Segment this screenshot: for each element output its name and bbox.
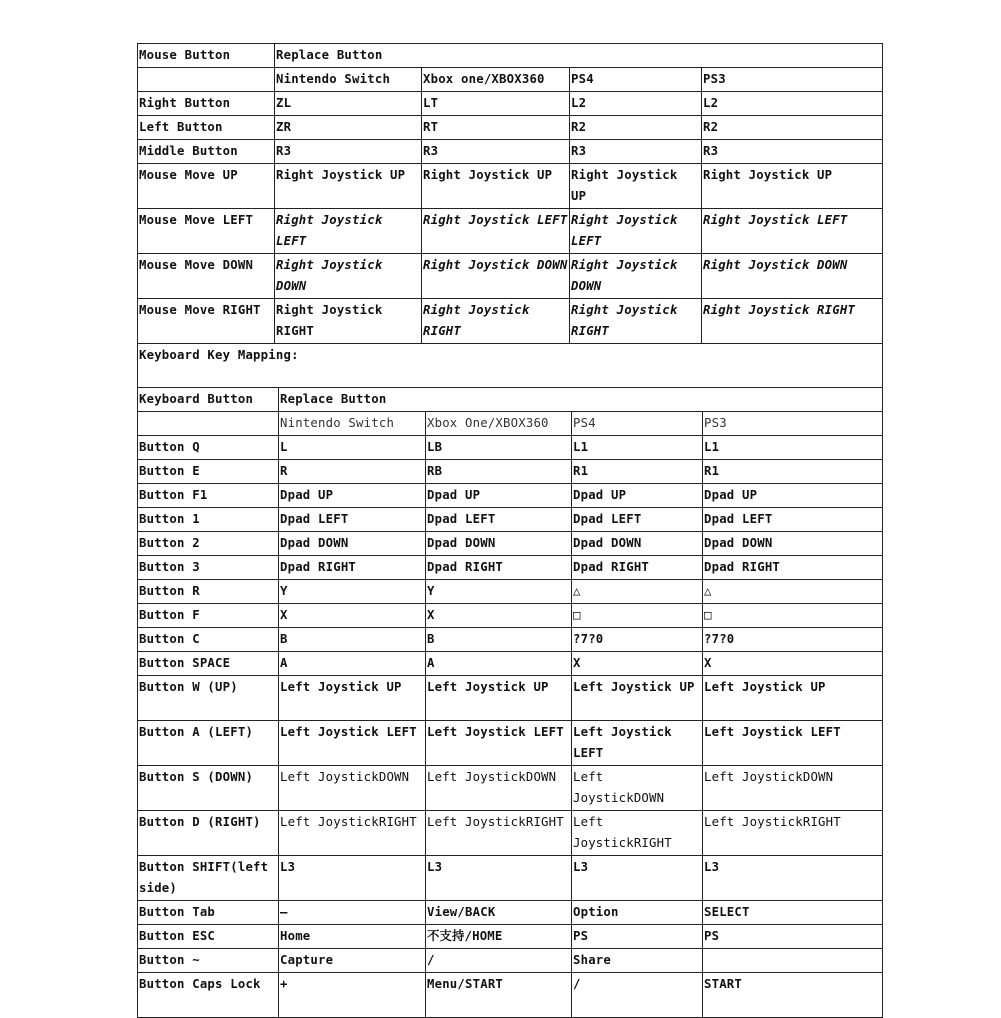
table-cell: Right Joystick DOWN	[422, 254, 570, 299]
platform-xbox: Xbox one/XBOX360	[422, 68, 570, 92]
table-cell: Dpad DOWN	[279, 532, 426, 556]
keyboard-heading: Keyboard Key Mapping:	[138, 344, 883, 388]
table-cell: R	[279, 460, 426, 484]
table-cell: Dpad UP	[279, 484, 426, 508]
table-cell: LT	[422, 92, 570, 116]
table-row	[138, 925, 883, 949]
keyboard-button-cell: Button Q	[138, 436, 279, 460]
table-cell: Left JoystickRIGHT	[426, 811, 572, 856]
table-cell: X	[703, 652, 883, 676]
platform-switch: Nintendo Switch	[279, 412, 426, 436]
table-row	[138, 580, 883, 604]
table-row	[138, 628, 883, 652]
mouse-header-right: Replace Button	[275, 44, 883, 68]
table-row	[138, 209, 883, 254]
table-cell: ZR	[275, 116, 422, 140]
table-row	[138, 254, 883, 299]
table-row	[138, 484, 883, 508]
table-cell: PS	[703, 925, 883, 949]
table-cell: Right Joystick LEFT	[702, 209, 883, 254]
table-cell: R3	[422, 140, 570, 164]
table-cell: Dpad DOWN	[703, 532, 883, 556]
table-row	[138, 116, 883, 140]
table-cell: Left JoystickRIGHT	[572, 811, 703, 856]
table-row	[138, 604, 883, 628]
table-cell: Left Joystick UP	[703, 676, 883, 721]
table-cell: A	[426, 652, 572, 676]
table-cell: Dpad DOWN	[426, 532, 572, 556]
table-cell: L1	[703, 436, 883, 460]
mouse-mapping-table	[137, 43, 883, 388]
table-cell: Left JoystickDOWN	[703, 766, 883, 811]
table-row	[138, 652, 883, 676]
table-row	[138, 460, 883, 484]
table-row	[138, 766, 883, 811]
keyboard-button-cell: Button 2	[138, 532, 279, 556]
keyboard-header-left: Keyboard Button	[138, 388, 279, 412]
table-cell: Dpad RIGHT	[703, 556, 883, 580]
table-cell: Right Joystick DOWN	[702, 254, 883, 299]
table-cell: Right Joystick RIGHT	[275, 299, 422, 344]
table-row	[138, 973, 883, 1018]
platform-xbox: Xbox One/XBOX360	[426, 412, 572, 436]
table-cell: ?7?0	[703, 628, 883, 652]
table-cell: △	[703, 580, 883, 604]
table-cell: View/BACK	[426, 901, 572, 925]
table-cell: ZL	[275, 92, 422, 116]
table-cell: L	[279, 436, 426, 460]
table-cell: Dpad RIGHT	[572, 556, 703, 580]
table-cell: L3	[426, 856, 572, 901]
table-cell: Y	[426, 580, 572, 604]
table-cell: PS	[572, 925, 703, 949]
keyboard-button-cell: Button F	[138, 604, 279, 628]
table-cell: Capture	[279, 949, 426, 973]
table-cell: Left Joystick LEFT	[703, 721, 883, 766]
table-cell: A	[279, 652, 426, 676]
table-cell: 不支持/HOME	[426, 925, 572, 949]
table-row	[138, 92, 883, 116]
keyboard-button-cell: Button S (DOWN)	[138, 766, 279, 811]
table-cell: Share	[572, 949, 703, 973]
table-cell: Right Joystick UP	[422, 164, 570, 209]
table-cell: Right Joystick UP	[570, 164, 702, 209]
mapping-document	[137, 43, 882, 1018]
table-cell: Left JoystickDOWN	[426, 766, 572, 811]
platform-ps4: PS4	[570, 68, 702, 92]
table-cell: +	[279, 973, 426, 1018]
table-cell: Left Joystick LEFT	[426, 721, 572, 766]
table-cell: L3	[703, 856, 883, 901]
table-cell: Left Joystick LEFT	[572, 721, 703, 766]
table-cell: R2	[570, 116, 702, 140]
table-cell: X	[279, 604, 426, 628]
table-cell: B	[279, 628, 426, 652]
table-cell: Left JoystickDOWN	[572, 766, 703, 811]
mouse-button-cell: Middle Button	[138, 140, 275, 164]
table-cell: Option	[572, 901, 703, 925]
table-cell: Left JoystickRIGHT	[703, 811, 883, 856]
table-cell: Dpad RIGHT	[426, 556, 572, 580]
table-cell: /	[572, 973, 703, 1018]
table-cell: Y	[279, 580, 426, 604]
table-cell: Right Joystick DOWN	[275, 254, 422, 299]
keyboard-button-cell: Button ESC	[138, 925, 279, 949]
keyboard-button-cell: Button SHIFT(left side)	[138, 856, 279, 901]
table-cell: L3	[279, 856, 426, 901]
keyboard-mapping-table	[137, 387, 883, 1018]
keyboard-button-cell: Button Caps Lock	[138, 973, 279, 1018]
keyboard-button-cell: Button ~	[138, 949, 279, 973]
mouse-button-cell: Mouse Move DOWN	[138, 254, 275, 299]
table-cell: X	[426, 604, 572, 628]
table-row	[138, 299, 883, 344]
table-row	[138, 676, 883, 721]
table-row	[138, 901, 883, 925]
table-cell: Dpad LEFT	[279, 508, 426, 532]
table-row	[138, 68, 883, 92]
table-row	[138, 344, 883, 388]
table-row	[138, 721, 883, 766]
table-cell: R3	[275, 140, 422, 164]
table-cell: B	[426, 628, 572, 652]
keyboard-header-right: Replace Button	[279, 388, 883, 412]
table-cell: L2	[570, 92, 702, 116]
table-cell: START	[703, 973, 883, 1018]
table-cell: Right Joystick RIGHT	[702, 299, 883, 344]
table-row	[138, 436, 883, 460]
table-cell: ?7?0	[572, 628, 703, 652]
table-cell: L3	[572, 856, 703, 901]
mouse-header-left: Mouse Button	[138, 44, 275, 68]
table-cell: Right Joystick LEFT	[570, 209, 702, 254]
table-cell: LB	[426, 436, 572, 460]
table-cell: —	[279, 901, 426, 925]
keyboard-button-cell: Button F1	[138, 484, 279, 508]
table-cell: △	[572, 580, 703, 604]
table-cell: Right Joystick RIGHT	[570, 299, 702, 344]
keyboard-button-cell: Button D (RIGHT)	[138, 811, 279, 856]
table-cell: Menu/START	[426, 973, 572, 1018]
table-cell: □	[703, 604, 883, 628]
keyboard-button-cell: Button W (UP)	[138, 676, 279, 721]
table-cell: /	[426, 949, 572, 973]
keyboard-button-cell: Button SPACE	[138, 652, 279, 676]
table-cell: Left Joystick UP	[426, 676, 572, 721]
table-row	[138, 44, 883, 68]
table-cell: Right Joystick UP	[275, 164, 422, 209]
table-cell: Home	[279, 925, 426, 949]
table-cell: Dpad UP	[572, 484, 703, 508]
table-cell: L2	[702, 92, 883, 116]
table-row	[138, 556, 883, 580]
table-cell: R1	[703, 460, 883, 484]
table-row	[138, 856, 883, 901]
platform-ps4: PS4	[572, 412, 703, 436]
table-cell	[703, 949, 883, 973]
table-row	[138, 949, 883, 973]
platform-ps3: PS3	[703, 412, 883, 436]
table-row	[138, 164, 883, 209]
table-cell: RT	[422, 116, 570, 140]
keyboard-button-cell: Button C	[138, 628, 279, 652]
table-cell: Dpad RIGHT	[279, 556, 426, 580]
table-cell: Dpad LEFT	[426, 508, 572, 532]
table-cell: □	[572, 604, 703, 628]
platform-switch: Nintendo Switch	[275, 68, 422, 92]
table-cell: Right Joystick RIGHT	[422, 299, 570, 344]
table-cell: Dpad UP	[426, 484, 572, 508]
empty-cell	[138, 412, 279, 436]
table-cell: Right Joystick LEFT	[275, 209, 422, 254]
keyboard-button-cell: Button A (LEFT)	[138, 721, 279, 766]
table-row	[138, 412, 883, 436]
keyboard-button-cell: Button 1	[138, 508, 279, 532]
table-row	[138, 388, 883, 412]
table-cell: X	[572, 652, 703, 676]
table-cell: SELECT	[703, 901, 883, 925]
table-cell: Dpad LEFT	[572, 508, 703, 532]
table-row	[138, 532, 883, 556]
table-cell: Left Joystick LEFT	[279, 721, 426, 766]
keyboard-button-cell: Button Tab	[138, 901, 279, 925]
table-cell: Left Joystick UP	[279, 676, 426, 721]
keyboard-button-cell: Button 3	[138, 556, 279, 580]
keyboard-button-cell: Button R	[138, 580, 279, 604]
table-cell: Left JoystickRIGHT	[279, 811, 426, 856]
mouse-button-cell: Mouse Move LEFT	[138, 209, 275, 254]
mouse-button-cell: Mouse Move UP	[138, 164, 275, 209]
table-cell: Dpad DOWN	[572, 532, 703, 556]
table-cell: R3	[702, 140, 883, 164]
platform-ps3: PS3	[702, 68, 883, 92]
table-cell: Left JoystickDOWN	[279, 766, 426, 811]
table-cell: Right Joystick DOWN	[570, 254, 702, 299]
table-cell: R2	[702, 116, 883, 140]
table-row	[138, 811, 883, 856]
mouse-button-cell: Right Button	[138, 92, 275, 116]
table-cell: R1	[572, 460, 703, 484]
table-cell: Dpad UP	[703, 484, 883, 508]
table-cell: L1	[572, 436, 703, 460]
table-cell: R3	[570, 140, 702, 164]
keyboard-button-cell: Button E	[138, 460, 279, 484]
mouse-button-cell: Left Button	[138, 116, 275, 140]
table-cell: Right Joystick UP	[702, 164, 883, 209]
empty-cell	[138, 68, 275, 92]
table-cell: RB	[426, 460, 572, 484]
table-row	[138, 508, 883, 532]
table-row	[138, 140, 883, 164]
table-cell: Left Joystick UP	[572, 676, 703, 721]
table-cell: Right Joystick LEFT	[422, 209, 570, 254]
mouse-button-cell: Mouse Move RIGHT	[138, 299, 275, 344]
table-cell: Dpad LEFT	[703, 508, 883, 532]
